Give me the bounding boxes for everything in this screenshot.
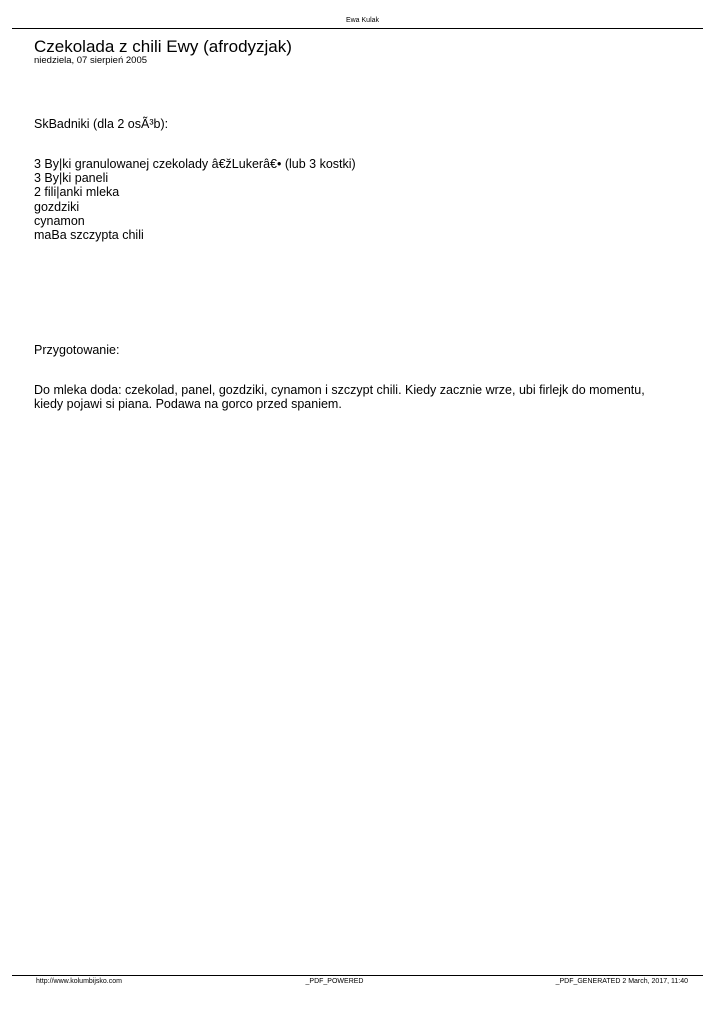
ingredient-item: 3 By|ki granulowanej czekolady â€žLukerâ€• (lub 3 kostki) bbox=[34, 157, 356, 171]
preparation-text: Do mleka doda: czekolad, panel, gozdziki, cynamon i szczypt chili. Kiedy zacznie wrze, ubi firlejk do momentu, kiedy pojawi si piana. Podawa na gorco przed spaniem. bbox=[34, 383, 645, 412]
article-date: niedziela, 07 sierpień 2005 bbox=[34, 55, 148, 66]
footer-url: http://www.kolumbijsko.com bbox=[36, 978, 122, 985]
page-header-author: Ewa Kulak bbox=[345, 17, 380, 24]
ingredient-item: cynamon bbox=[34, 213, 85, 228]
ingredient-item: 2 fili|anki mleka bbox=[34, 185, 120, 200]
ingredient-item: 3 By|ki paneli bbox=[34, 171, 109, 186]
ingredients-heading: SkBadniki (dla 2 osÃ³b): bbox=[34, 117, 169, 131]
footer-generated: _PDF_GENERATED 2 March, 2017, 11:40 bbox=[555, 978, 688, 985]
article-title: Czekolada z chili Ewy (afrodyzjak) bbox=[34, 37, 292, 56]
footer-powered: _PDF_POWERED bbox=[305, 978, 364, 985]
ingredient-item: maBa szczypta chili bbox=[34, 228, 144, 243]
preparation-heading: Przygotowanie: bbox=[34, 343, 120, 357]
footer-divider bbox=[12, 975, 703, 976]
ingredients-list bbox=[34, 157, 356, 242]
ingredient-item: gozdziki bbox=[34, 199, 80, 214]
header-divider bbox=[12, 28, 703, 29]
